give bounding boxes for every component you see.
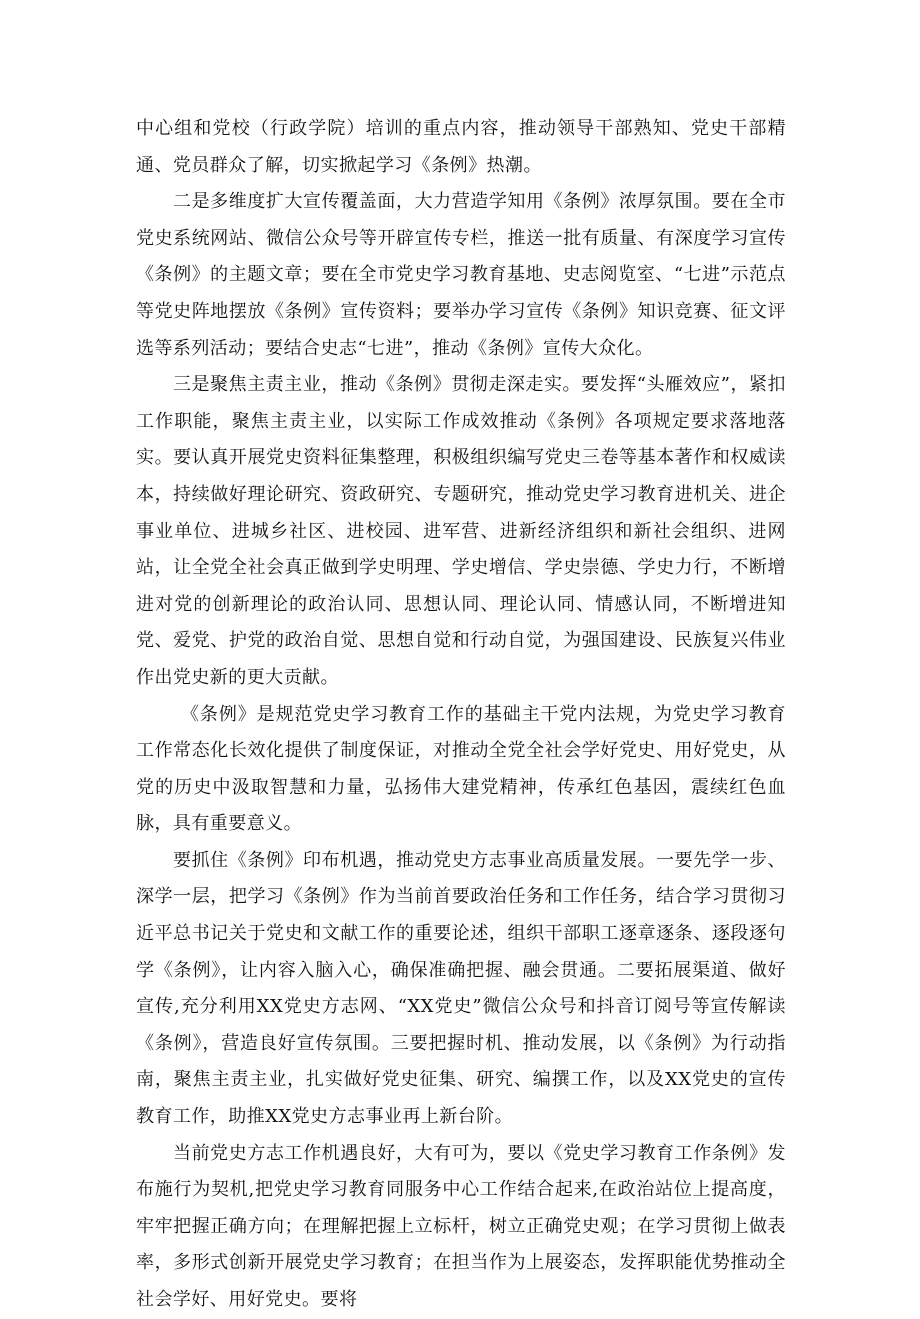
paragraph-main-responsibility: 三是聚焦主责主业，推动《条例》贯彻走深走实。要发挥“头雁效应”，紧扣工作职能，聚焦主责主业，以实际工作成效推动《条例》各项规定要求落地落实。要认真开展党史资料征集整理，积极组织编写党史三卷等基本著作和权威读本，持续做好理论研究、资政研究、专题研究，推动党史学习教育进机关、进企事业单位、进城乡社区、进校园、进军营、进新经济组织和新社会组织、进网站，让全党全社会真正做到学史明理、学史增信、学史崇德、学史力行，不断增进对党的创新理论的政治认同、思想认同、理论认同、情感认同，不断增进知党、爱党、护党的政治自觉、思想自觉和行动自觉，为强国建设、民族复兴伟业作出党史新的更大贡献。	[136, 374, 786, 688]
paragraph-regulation-significance: 《条例》是规范党史学习教育工作的基础主干党内法规，为党史学习教育工作常态化长效化提供了制度保证，对推动全党全社会学好党史、用好党史，从党的历史中汲取智慧和力量，弘扬伟大建党精神，传承红色基因，震续红色血脉，具有重要意义。	[136, 703, 786, 835]
paragraph-seize-opportunity: 要抓住《条例》印布机遇，推动党史方志事业高质量发展。一要先学一步、深学一层，把学习《条例》作为当前首要政治任务和工作任务，结合学习贯彻习近平总书记关于党史和文献工作的重要论述，组织干部职工逐章逐条、逐段逐句学《条例》，让内容入脑入心，确保准确把握、融会贯通。二要拓展渠道、做好宣传,充分利用XX党史方志网、“XX党史”微信公众号和抖音订阅号等宣传解读《条例》，营造良好宣传氛围。三要把握时机、推动发展，以《条例》为行动指南，聚焦主责主业，扎实做好党史征集、研究、编撰工作，以及XX党史的宣传教育工作，助推XX党史方志事业再上新台阶。	[136, 849, 786, 1128]
paragraph-current-work: 当前党史方志工作机遇良好，大有可为，要以《党史学习教育工作条例》发布施行为契机,把党史学习教育同服务中心工作结合起来,在政治站位上提高度，牢牢把握正确方向；在理解把握上立标杆，树立正确党史观；在学习贯彻上做表率，多形式创新开展党史学习教育；在担当作为上展姿态，发挥职能优势推动全社会学好、用好党史。要将	[136, 1142, 786, 1310]
document-body	[136, 111, 786, 1319]
paragraph-continuation: 中心组和党校（行政学院）培训的重点内容，推动领导干部熟知、党史干部精通、党员群众了解，切实掀起学习《条例》热潮。	[136, 118, 786, 176]
paragraph-publicity-coverage: 二是多维度扩大宣传覆盖面，大力营造学知用《条例》浓厚氛围。要在全市党史系统网站、微信公众号等开辟宣传专栏，推送一批有质量、有深度学习宣传《条例》的主题文章；要在全市党史学习教育基地、史志阅览室、“七进”示范点等党史阵地摆放《条例》宣传资料；要举办学习宣传《条例》知识竞赛、征文评选等系列活动；要结合史志“七进”，推动《条例》宣传大众化。	[136, 191, 786, 359]
